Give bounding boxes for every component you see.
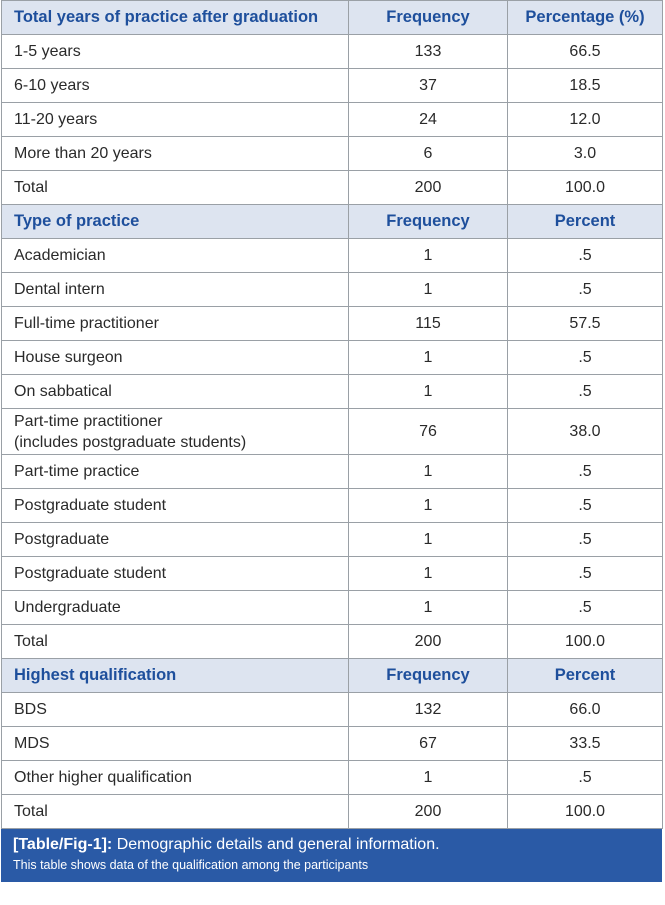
column-header: Percentage (%) — [508, 1, 663, 35]
total-row — [2, 625, 663, 659]
table-row — [2, 693, 663, 727]
frequency-cell: 76 — [349, 409, 508, 455]
table-row — [2, 307, 663, 341]
frequency-cell: 200 — [349, 171, 508, 205]
row-label: 6-10 years — [2, 69, 349, 103]
section-header-row — [2, 659, 663, 693]
total-row — [2, 795, 663, 829]
table-row — [2, 455, 663, 489]
percent-cell: .5 — [508, 273, 663, 307]
row-label: 1-5 years — [2, 35, 349, 69]
table-row — [2, 375, 663, 409]
frequency-cell: 115 — [349, 307, 508, 341]
row-label: Total — [2, 625, 349, 659]
table-row — [2, 409, 663, 455]
column-header: Percent — [508, 659, 663, 693]
row-label: On sabbatical — [2, 375, 349, 409]
caption-note: This table shows data of the qualification among the participants — [13, 858, 369, 872]
table-row — [2, 273, 663, 307]
percent-cell: 66.5 — [508, 35, 663, 69]
percent-cell: .5 — [508, 523, 663, 557]
section-title: Highest qualification — [2, 659, 349, 693]
frequency-cell: 132 — [349, 693, 508, 727]
figure-caption — [1, 829, 662, 882]
table-body — [2, 1, 663, 829]
table-row — [2, 69, 663, 103]
row-label: Postgraduate — [2, 523, 349, 557]
percent-cell: .5 — [508, 375, 663, 409]
row-label: MDS — [2, 727, 349, 761]
caption-tag: [Table/Fig-1]: — [13, 836, 113, 853]
percent-cell: .5 — [508, 591, 663, 625]
column-header: Frequency — [349, 1, 508, 35]
frequency-cell: 67 — [349, 727, 508, 761]
table-row — [2, 35, 663, 69]
table-row — [2, 557, 663, 591]
frequency-cell: 1 — [349, 523, 508, 557]
frequency-cell: 1 — [349, 761, 508, 795]
table-row — [2, 103, 663, 137]
row-label: Undergraduate — [2, 591, 349, 625]
percent-cell: 3.0 — [508, 137, 663, 171]
frequency-cell: 133 — [349, 35, 508, 69]
total-row — [2, 171, 663, 205]
row-label: Total — [2, 795, 349, 829]
percent-cell: 33.5 — [508, 727, 663, 761]
frequency-cell: 6 — [349, 137, 508, 171]
percent-cell: 100.0 — [508, 625, 663, 659]
percent-cell: .5 — [508, 239, 663, 273]
row-label: Other higher qualification — [2, 761, 349, 795]
table-row — [2, 489, 663, 523]
percent-cell: 18.5 — [508, 69, 663, 103]
row-label: Part-time practice — [2, 455, 349, 489]
section-header-row — [2, 1, 663, 35]
table-row — [2, 137, 663, 171]
row-label: Total — [2, 171, 349, 205]
frequency-cell: 1 — [349, 273, 508, 307]
percent-cell: .5 — [508, 489, 663, 523]
row-label: Academician — [2, 239, 349, 273]
section-title: Total years of practice after graduation — [2, 1, 349, 35]
table-row — [2, 727, 663, 761]
percent-cell: 57.5 — [508, 307, 663, 341]
row-label: Postgraduate student — [2, 557, 349, 591]
percent-cell: 38.0 — [508, 409, 663, 455]
row-label: More than 20 years — [2, 137, 349, 171]
caption-line — [13, 834, 650, 856]
table-row — [2, 523, 663, 557]
table-row — [2, 761, 663, 795]
demographics-table — [1, 0, 663, 829]
percent-cell: .5 — [508, 761, 663, 795]
percent-cell: .5 — [508, 557, 663, 591]
percent-cell: 100.0 — [508, 171, 663, 205]
column-header: Frequency — [349, 205, 508, 239]
row-label: BDS — [2, 693, 349, 727]
frequency-cell: 1 — [349, 375, 508, 409]
frequency-cell: 1 — [349, 489, 508, 523]
percent-cell: 66.0 — [508, 693, 663, 727]
row-label: Full-time practitioner — [2, 307, 349, 341]
row-label: 11-20 years — [2, 103, 349, 137]
frequency-cell: 1 — [349, 341, 508, 375]
row-label: Postgraduate student — [2, 489, 349, 523]
percent-cell: 12.0 — [508, 103, 663, 137]
table-row — [2, 341, 663, 375]
frequency-cell: 200 — [349, 795, 508, 829]
table-row — [2, 591, 663, 625]
frequency-cell: 200 — [349, 625, 508, 659]
percent-cell: 100.0 — [508, 795, 663, 829]
frequency-cell: 1 — [349, 239, 508, 273]
frequency-cell: 1 — [349, 591, 508, 625]
column-header: Frequency — [349, 659, 508, 693]
row-label: Dental intern — [2, 273, 349, 307]
percent-cell: .5 — [508, 341, 663, 375]
frequency-cell: 1 — [349, 455, 508, 489]
table-figure — [1, 0, 664, 882]
percent-cell: .5 — [508, 455, 663, 489]
row-label: House surgeon — [2, 341, 349, 375]
frequency-cell: 1 — [349, 557, 508, 591]
row-label: Part-time practitioner (includes postgraduate students) — [2, 409, 349, 455]
section-title: Type of practice — [2, 205, 349, 239]
section-header-row — [2, 205, 663, 239]
table-row — [2, 239, 663, 273]
column-header: Percent — [508, 205, 663, 239]
caption-title: Demographic details and general information. — [112, 836, 440, 853]
frequency-cell: 24 — [349, 103, 508, 137]
frequency-cell: 37 — [349, 69, 508, 103]
